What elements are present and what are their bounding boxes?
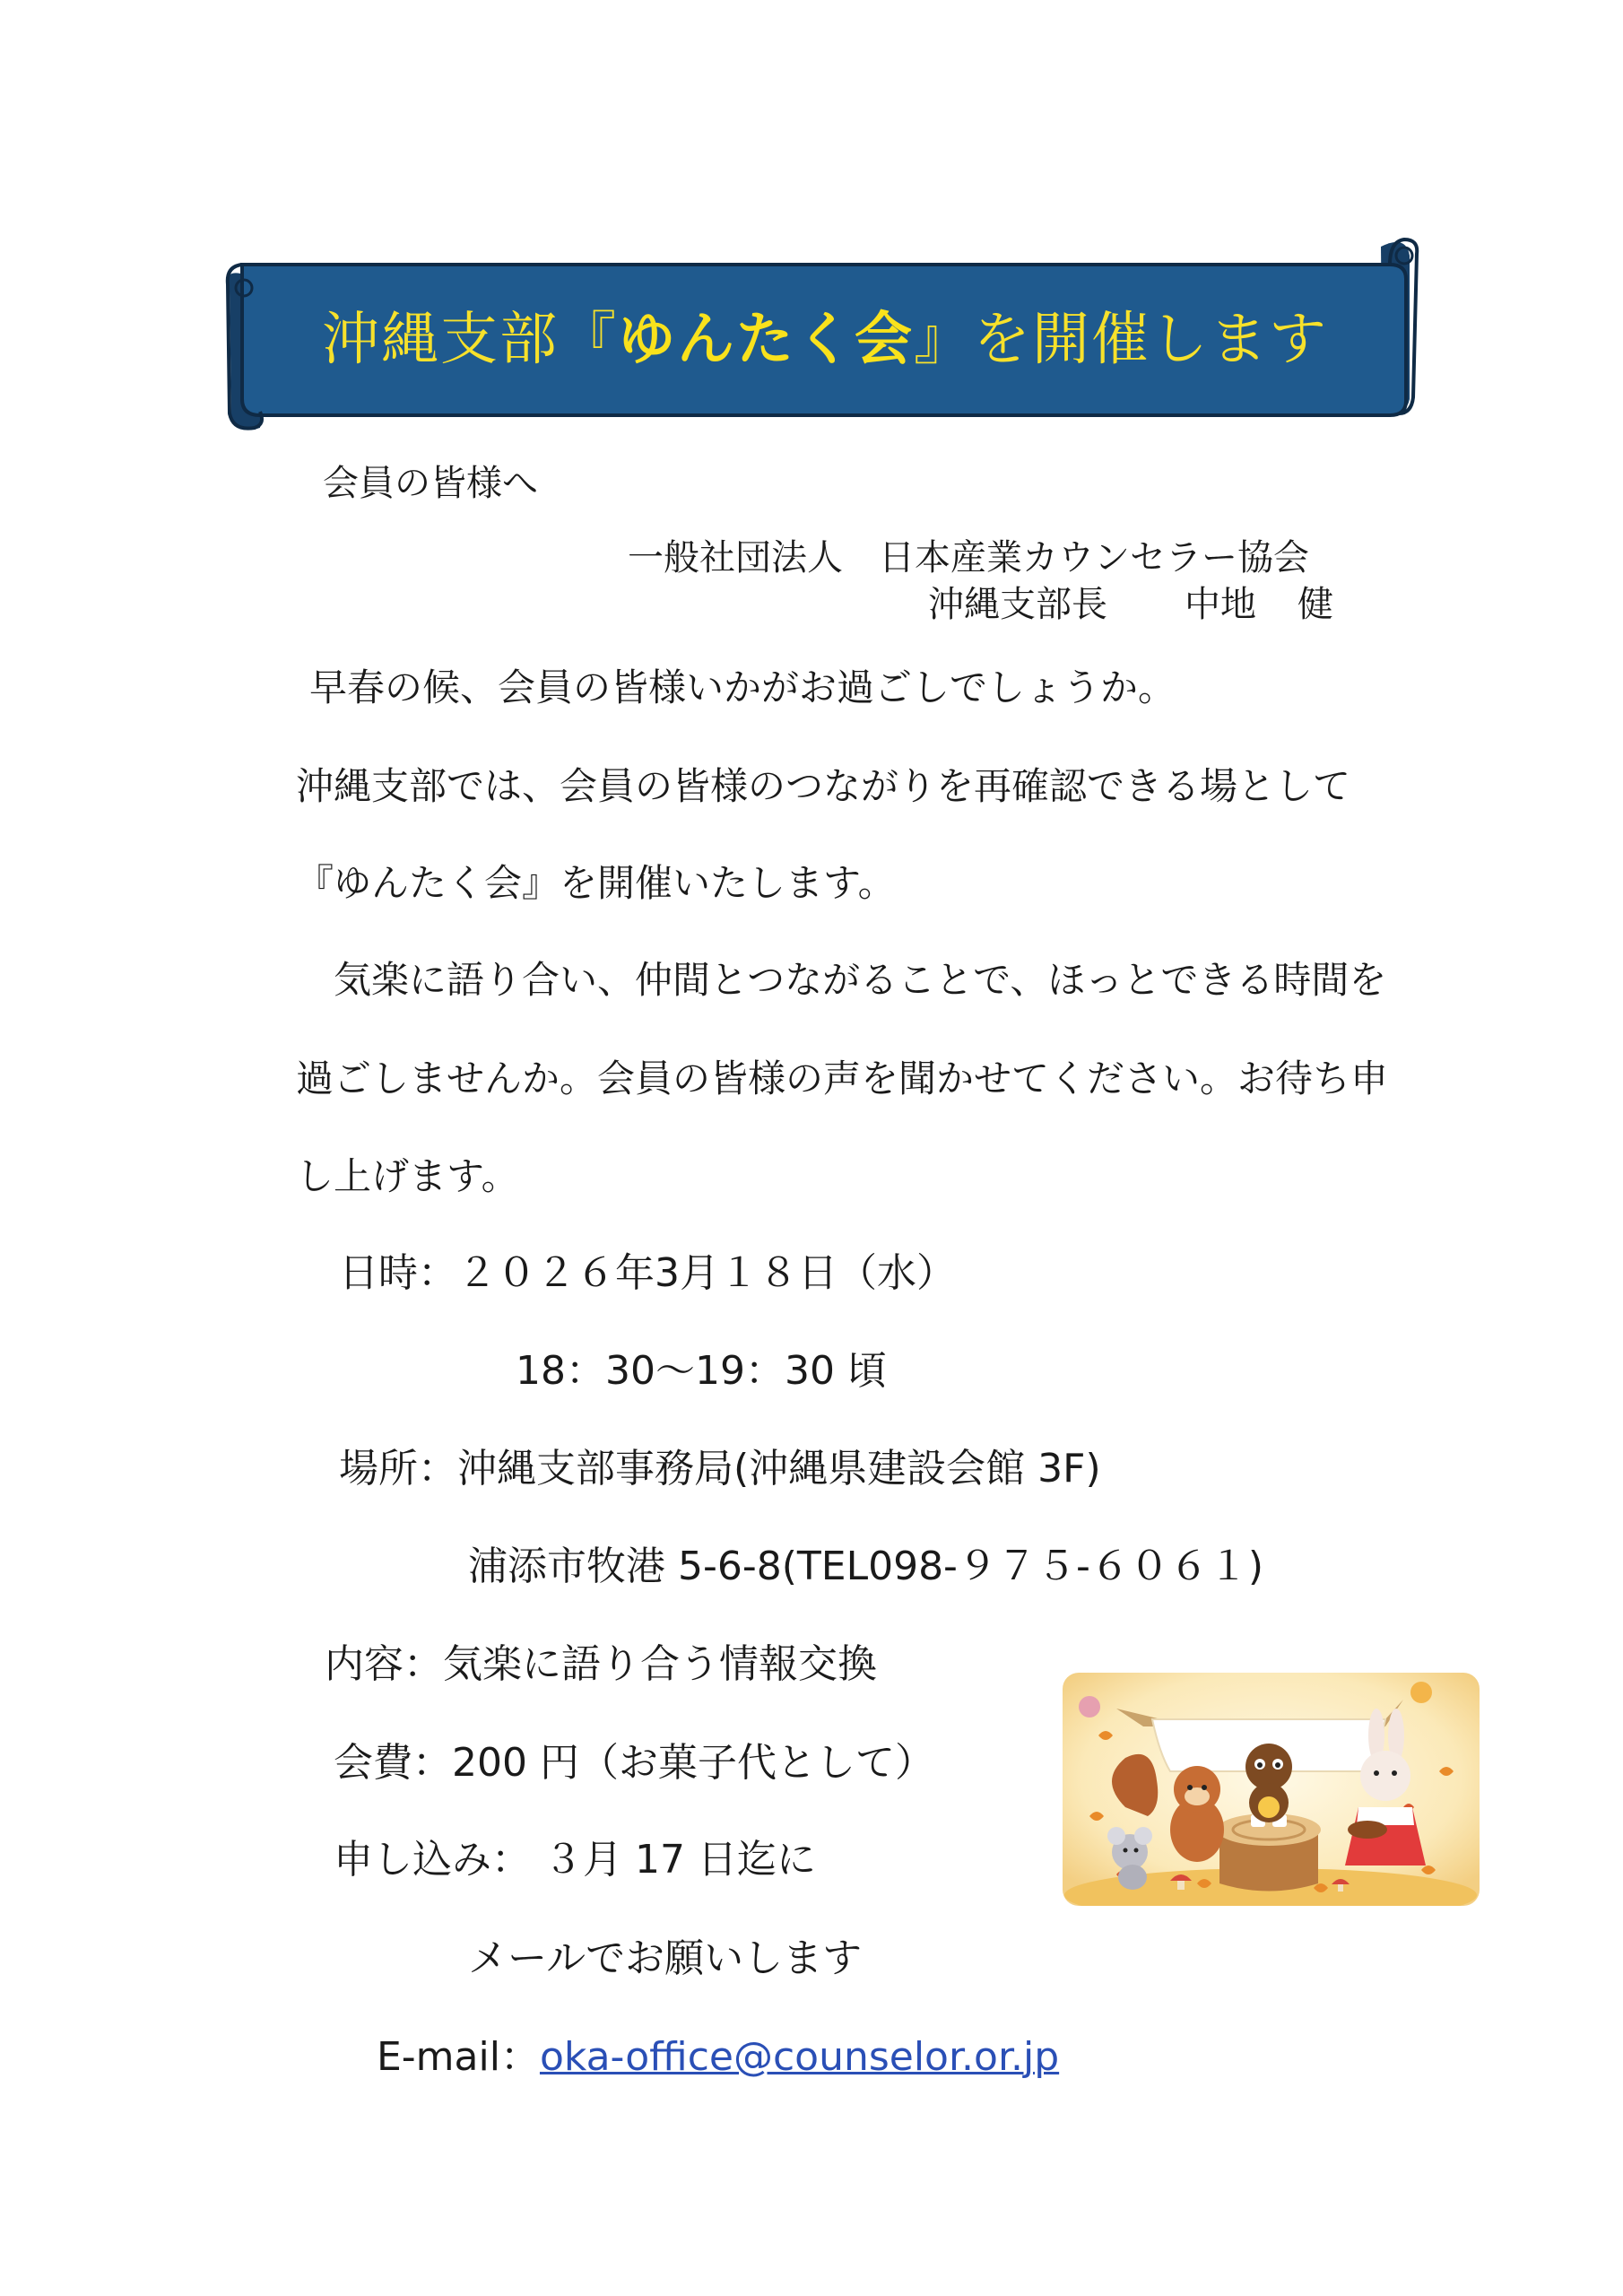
datetime-date: ２０２６年3月１８日（水） (457, 1250, 956, 1296)
body-line: 沖縄支部では、会員の皆様のつながりを再確認できる場として (296, 764, 1351, 808)
body-line: 過ごしませんか。会員の皆様の声を聞かせてください。お待ち申 (296, 1057, 1389, 1100)
banner-title (260, 293, 1390, 376)
branch-chief (928, 583, 1333, 626)
chief-given-name: 健 (1298, 584, 1333, 625)
content-value: 気楽に語り合う情報交換 (443, 1641, 877, 1687)
organization-name: 一般社団法人 日本産業カウンセラー協会 (628, 537, 1309, 578)
body-line: し上げます。 (296, 1154, 519, 1198)
body-line: 早春の候、会員の皆様いかがお過ごしでしょうか。 (309, 665, 1176, 709)
content-label: 内容： (325, 1641, 443, 1687)
body-line: 気楽に語り合い、仲間とつながることで、ほっとできる時間を (334, 958, 1387, 1002)
fee-value: 200 円（お菓子代として） (452, 1740, 934, 1786)
content-row (325, 1641, 877, 1689)
place-row (339, 1446, 1101, 1493)
place-address: 浦添市牧港 5-6-8(TEL098-９７５-６０６１) (468, 1544, 1263, 1589)
email-link[interactable]: oka-office@counselor.or.jp (539, 2034, 1060, 2080)
email-label: E-mail： (377, 2034, 540, 2080)
title-banner (224, 229, 1426, 435)
datetime-row (339, 1250, 956, 1298)
email-row (377, 2034, 1059, 2082)
banner-title-suffix: 』を開催します (914, 307, 1328, 373)
addressee: 会員の皆様へ (323, 463, 538, 504)
apply-deadline: ３月 17 日迄に (543, 1837, 816, 1883)
apply-row (334, 1837, 816, 1884)
apply-method: メールでお願いします (468, 1935, 863, 1981)
fee-label: 会費： (334, 1740, 452, 1786)
place-name: 沖縄支部事務局(沖縄県建設会館 3F) (457, 1446, 1101, 1492)
fee-row (334, 1740, 934, 1787)
place-label: 場所： (339, 1446, 457, 1492)
banner-title-emphasis: ゆんたく会 (618, 307, 914, 373)
branch-title: 沖縄支部長 (928, 584, 1107, 625)
banner-title-prefix: 沖縄支部『 (322, 307, 618, 373)
datetime-label: 日時： (339, 1250, 457, 1296)
chief-family-name: 中地 (1185, 584, 1256, 625)
datetime-time: 18：30～19：30 頃 (516, 1348, 887, 1394)
illustration-art (1063, 1673, 1480, 1906)
body-line: 『ゆんたく会』を開催いたします。 (296, 861, 896, 905)
autumn-animals-tea-party-illustration (1063, 1673, 1480, 1906)
apply-label: 申し込み： (334, 1837, 531, 1883)
